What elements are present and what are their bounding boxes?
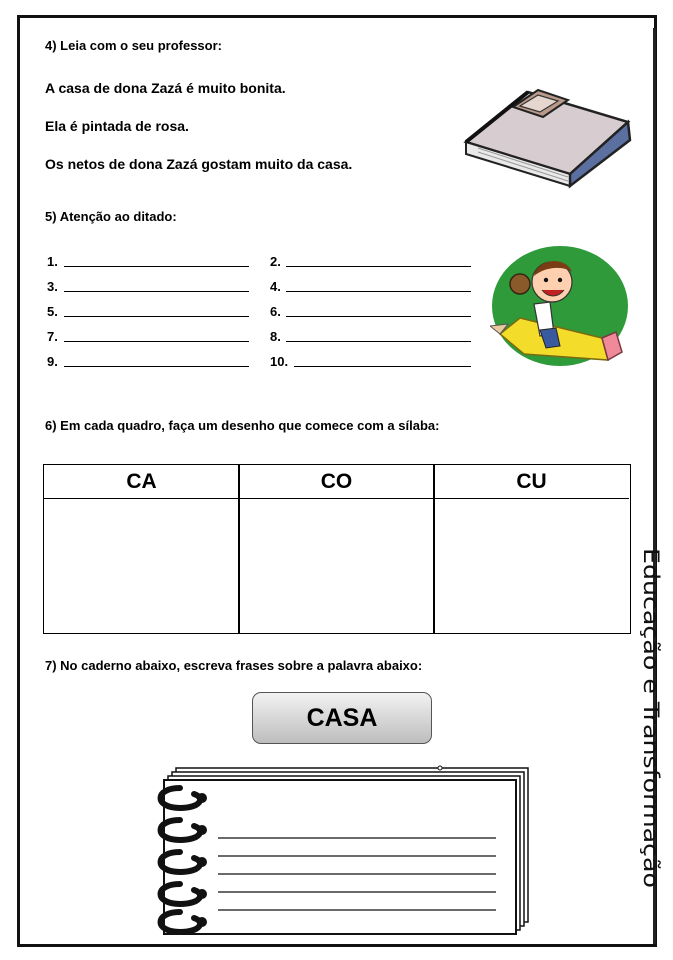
answer-line-4[interactable] [286,279,471,292]
syllable-co: CO [239,465,434,499]
answer-line-6[interactable] [286,304,471,317]
answer-line-1[interactable] [64,254,249,267]
word-label-box [252,692,432,744]
q4-title: 4) Leia com o seu professor: [45,38,222,53]
watermark [624,548,673,908]
q7-title: 7) No caderno abaixo, escreva frases sobre a palavra abaixo: [45,658,423,673]
q6-title: 6) Em cada quadro, faça um desenho que comece com a sílaba: [45,418,440,433]
drawing-box-ca[interactable] [44,499,238,633]
drawing-box-co[interactable] [240,499,433,633]
item-number-4: 4. [270,279,281,294]
answer-line-7[interactable] [64,329,249,342]
item-number-2: 2. [270,254,281,269]
watermark-text: Educação e Transformação [639,548,663,831]
item-number-8: 8. [270,329,281,344]
drawing-box-cu[interactable] [435,499,629,633]
syllable-cu: CU [434,465,629,499]
dictation-row-5 [45,354,485,374]
item-number-9: 9. [47,354,58,369]
item-number-3: 3. [47,279,58,294]
syllable-ca: CA [44,465,239,499]
spiral-notebook-icon [140,764,540,944]
answer-line-2[interactable] [286,254,471,267]
word-label: CASA [306,704,378,732]
item-number-10: 10. [270,354,289,369]
item-number-1: 1. [47,254,58,269]
q5-title: 5) Atenção ao ditado: [45,209,177,224]
syllable-table [43,464,631,634]
item-number-6: 6. [270,304,281,319]
dictation-row-3 [45,304,485,324]
answer-line-5[interactable] [64,304,249,317]
q4-sentence-2: Ela é pintada de rosa. [45,118,189,134]
answer-line-8[interactable] [286,329,471,342]
answer-line-10[interactable] [294,354,471,367]
dictation-row-4 [45,329,485,349]
book-icon [458,82,644,190]
q4-sentence-3: Os netos de dona Zazá gostam muito da casa. [45,156,353,172]
boy-on-pencil-icon [490,242,630,372]
q4-sentence-1: A casa de dona Zazá é muito bonita. [45,80,286,96]
dictation-row-1 [45,254,485,274]
answer-line-9[interactable] [64,354,249,367]
item-number-5: 5. [47,304,58,319]
answer-line-3[interactable] [64,279,249,292]
item-number-7: 7. [47,329,58,344]
dictation-row-2 [45,279,485,299]
